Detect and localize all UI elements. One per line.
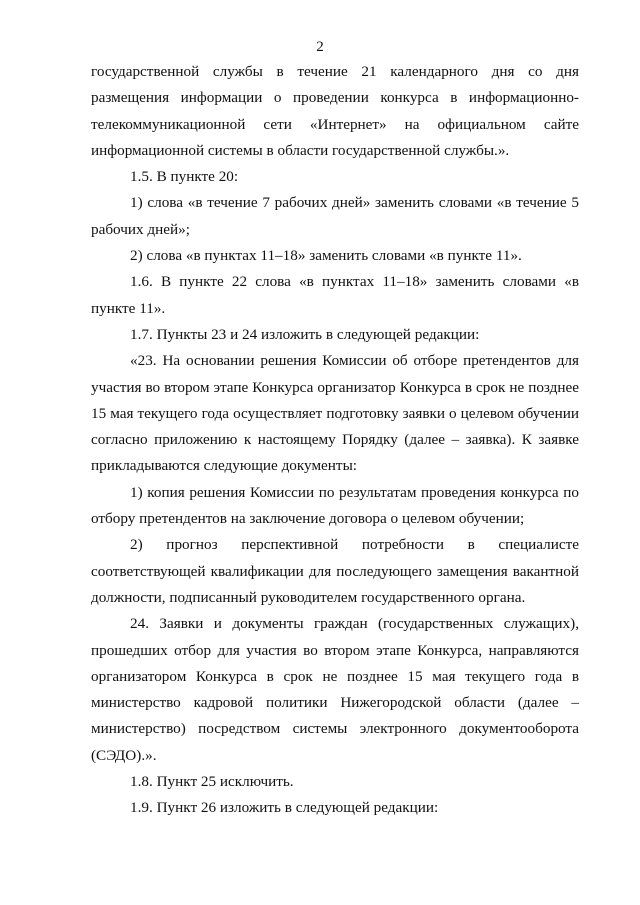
paragraph-clause-23-sub-2: 2) прогноз перспективной потребности в специалисте соответствующей квалификации для последующего замещения вакантной должности, подписанный руководителем государственного органа. (91, 536, 579, 606)
paragraph-item-1-9: 1.9. Пункт 26 изложить в следующей редакции: (130, 799, 439, 817)
paragraph-item-1-5-sub-1: 1) слова «в течение 7 рабочих дней» заменить словами «в течение 5 рабочих дней»; (91, 194, 579, 238)
paragraph-clause-23-sub-1: 1) копия решения Комиссии по результатам проведения конкурса по отбору претендентов на заключение договора о целевом обучении; (91, 483, 579, 528)
page-number: 2 (316, 39, 324, 55)
paragraph-clause-24: 24. Заявки и документы граждан (государственных служащих), прошедших отбор для участия во втором этапе Конкурса, направляются организатором Конкурса в срок не позднее 15 мая текущего года в министерство кадровой политики Нижегородской области (далее – министерство) посредством системы электронного документооборота (СЭДО).». (91, 615, 579, 764)
paragraph-continuation: государственной службы в течение 21 календарного дня со дня размещения информации о проведении конкурса в информационно-телекоммуникационной сети «Интернет» на официальном сайте информационной системы в области государственной службы.». (91, 63, 579, 159)
paragraph-item-1-5: 1.5. В пункте 20: (130, 168, 239, 186)
paragraph-item-1-6: 1.6. В пункте 22 слова «в пунктах 11–18» заменить словами «в пункте 11». (91, 273, 579, 317)
document-body (91, 59, 579, 822)
paragraph-clause-23: «23. На основании решения Комиссии об отборе претендентов для участия во втором этапе Конкурса организатор Конкурса в срок не позднее 15 мая текущего года осуществляет подготовку заявки о целевом обучении согласно приложению к настоящему Порядку (далее – заявка). К заявке прикладываются следующие документы: (91, 352, 579, 475)
paragraph-item-1-7: 1.7. Пункты 23 и 24 изложить в следующей редакции: (130, 325, 480, 343)
paragraph-item-1-5-sub-2: 2) слова «в пунктах 11–18» заменить словами «в пункте 11». (130, 247, 522, 265)
paragraph-item-1-8: 1.8. Пункт 25 исключить. (130, 773, 294, 791)
